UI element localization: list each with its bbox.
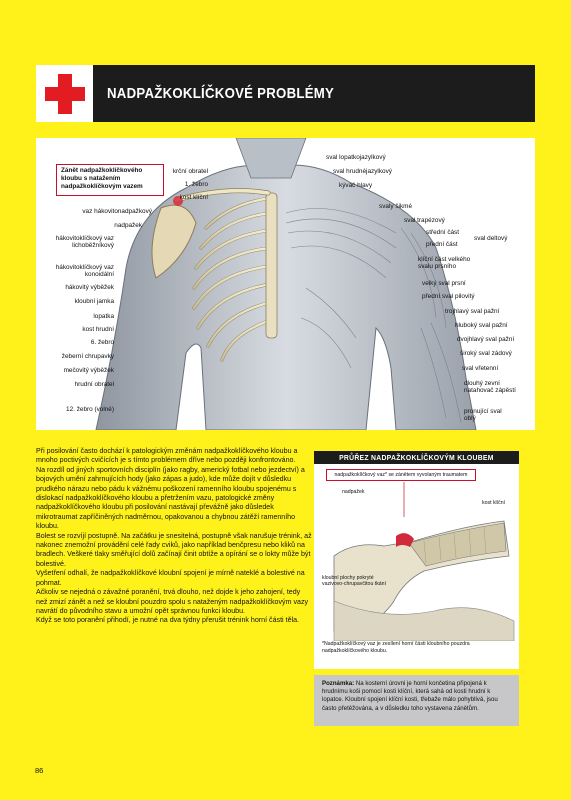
- paragraph: Když se toto poranění přihodí, je nutné na dva týdny přerušit trénink horní části těla.: [36, 616, 300, 625]
- cross-section-footnote: *Nadpažkoklíčkový vaz je zesílení horní části kloubního pouzdra nadpažkoklíčkového kloubu.: [322, 641, 470, 654]
- label-sternum: kost hrudní: [82, 326, 114, 333]
- label-middle-part: střední část: [426, 229, 460, 236]
- chapter-header: [36, 65, 535, 122]
- note-text: Na kosterní úrovni je horní končetina připojená k hrudnímu koši pomocí kosti klíční, která sahá od kosti hrudní k lopatce. Kloubní spojení klíční kosti, třebaže málo pohyblivá, jsou často přetěžována, a v důsledku toho vystavena zánětům.: [322, 680, 498, 712]
- label-scapula: lopatka: [93, 313, 114, 320]
- label-anterior-part: přední část: [426, 241, 458, 248]
- cross-section-panel: [314, 451, 519, 669]
- label-thoracic-vertebra: hrudní obratel: [74, 381, 114, 388]
- label-serratus-anterior: přední sval pilovitý: [422, 293, 475, 300]
- label-pectoralis-major: velký sval prsní: [422, 280, 466, 287]
- label-xsec-acromion: nadpažek: [342, 489, 365, 495]
- label-trapezius: sval trapézový: [404, 217, 445, 224]
- label-xiphoid-process: mečovitý výběžek: [63, 367, 114, 374]
- label-clavicular-pectoralis: klíční část velkého svalu prsního: [418, 256, 471, 270]
- label-omohyoid: sval lopatkojazylkový: [326, 154, 386, 161]
- label-xsec-articular-surfaces: kloubní plochy pokryté vazivovo-chrupavčitou tkání: [322, 575, 387, 587]
- label-deltoid: sval deltový: [474, 235, 508, 242]
- paragraph: Při posilování často dochází k patologickým změnám nadpažkoklíčkového kloubu a mnoho poctivých cvičících je s tímto problémem dříve nebo později konfrontováno.: [36, 447, 298, 465]
- note-box: [314, 675, 519, 726]
- label-extensor-carpi-radialis: dlouhý zevní natahovač zápěstí: [464, 380, 516, 394]
- label-twelfth-rib: 12. žebro (volné): [66, 406, 114, 413]
- article-body: [36, 447, 312, 626]
- label-clavicle: kost klíční: [179, 194, 208, 201]
- label-conoid-ligament: hákovitoklíčkový vaz konoidální: [55, 264, 114, 278]
- page-number: 86: [35, 766, 44, 775]
- label-coracoacromial-ligament: vaz hákovitonadpažkový: [82, 208, 152, 215]
- label-pronator-teres: pronující sval oblý: [464, 408, 502, 422]
- label-sternocleidomastoid: kývač hlavy: [339, 182, 373, 189]
- label-acromion: nadpažek: [114, 222, 142, 229]
- red-cross-icon: [36, 65, 93, 122]
- figure-callout: Zánět nadpažkoklíčkového kloubu s natažením nadpažkoklíčkovým vazem: [56, 164, 164, 196]
- paragraph: Ačkoliv se nejedná o závažné poranění, trvá dlouho, než dojde k jeho zahojení, tedy než zmizí zánět a než se kloubní pouzdro spolu s nataženým nadpažkoklíčkovým vazy navrátí do původního stavu a umožní opět správnou funkci kloubu.: [36, 588, 309, 615]
- label-triceps: trojhlavý sval pažní: [445, 308, 500, 315]
- anatomy-figure: [36, 138, 535, 430]
- label-xsec-clavicle: kost klíční: [482, 500, 506, 506]
- label-latissimus-dorsi: široký sval zádový: [460, 350, 512, 357]
- label-sixth-rib: 6. žebro: [90, 339, 114, 346]
- label-brachialis: hluboký sval pažní: [455, 322, 508, 329]
- paragraph: Na rozdíl od jiných sportovních disciplín (jako ragby, americký fotbal nebo jezdectví) a bojových umění zahrnujících hody (jako zápas a judo), kde může dojít v důsledku prudkého nárazu nebo pádu k vážnému poškození ramenního kloubu spojenému s dislokací nadpažkoklíčkového kloubu a přetržením vazu, patologické změny nadpažkoklíčkového kloubu při posilování nastávají převážně jako důsledek mikrotraumat zapříčiněných nadměrnou, opakovanou a chybnou zátěží ramenního kloubu.: [36, 465, 305, 531]
- cross-section-callout: nadpažkoklíčkový vaz* se zánětem vyvolaným traumatem: [326, 469, 476, 481]
- label-trapezoid-ligament: hákovitoklíčkový vaz lichoběžníkový: [55, 235, 114, 249]
- label-biceps: dvojhlavý sval pažní: [457, 336, 515, 343]
- note-label: Poznámka:: [322, 680, 355, 687]
- label-scalenes: svaly šikmé: [379, 203, 413, 210]
- label-first-rib: 1. žebro: [184, 181, 208, 188]
- label-brachioradialis: sval vřetenní: [462, 365, 499, 372]
- label-cervical-vertebra: krční obratel: [172, 168, 208, 175]
- paragraph: Vyšetření odhalí, že nadpažkoklíčkové kloubní spojení je mírně nateklé a bolestivé na pohmat.: [36, 569, 305, 587]
- paragraph: Bolest se rozvíjí postupně. Na začátku je snesitelná, postupně však narušuje trénink, až nakonec znemožní provádění celé řady cviků, jako například benčpresu nebo kliků na bradlech. Veškeré tlaky směřující dolů začínají činit obtíže a opírání se o lokty může být bolestivé.: [36, 531, 312, 568]
- chapter-title: NADPAŽKOKLÍČKOVÉ PROBLÉMY: [107, 85, 335, 102]
- label-sternohyoid: sval hrudnéjazylkový: [333, 168, 392, 175]
- cross-section-title: PRŮŘEZ NADPAŽKOKLÍČKOVÝM KLOUBEM: [314, 451, 519, 464]
- label-costal-cartilage: žeberní chrupavky: [61, 353, 114, 360]
- label-coracoid-process: hákovitý výběžek: [65, 284, 114, 291]
- label-glenoid-cavity: kloubní jamka: [74, 298, 114, 305]
